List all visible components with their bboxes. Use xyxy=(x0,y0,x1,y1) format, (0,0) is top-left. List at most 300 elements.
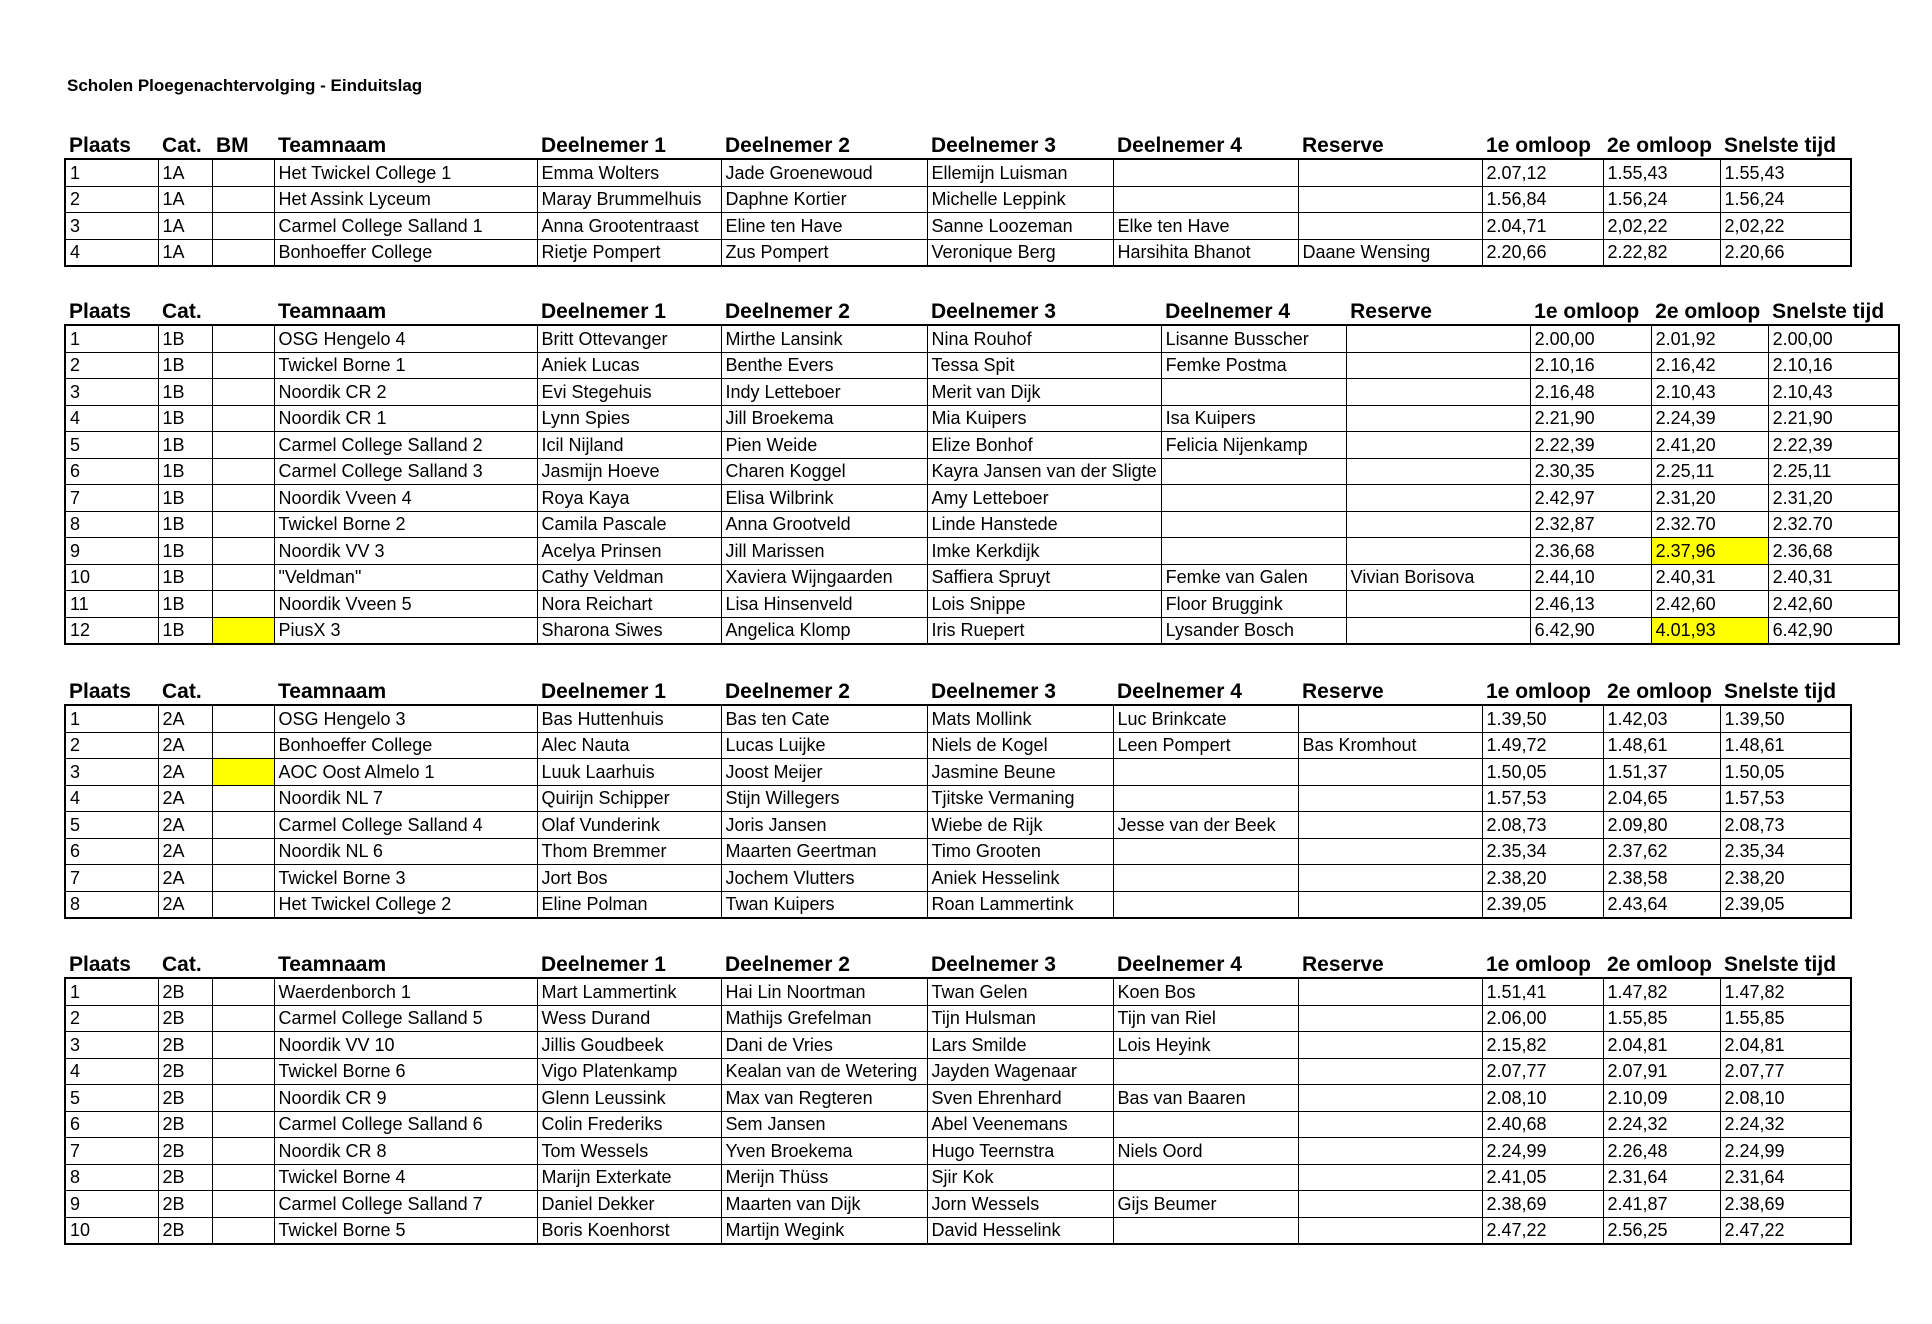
table-row xyxy=(65,1058,1851,1085)
header-deelnemer-3: Deelnemer 3 xyxy=(931,680,1056,703)
cell-deelnemer-1: Wess Durand xyxy=(537,1005,721,1032)
cell-omloop-1: 2.22,39 xyxy=(1530,432,1651,459)
cell-omloop-1: 1.49,72 xyxy=(1482,732,1603,759)
header-reserve: Reserve xyxy=(1350,300,1432,323)
cell-snelste-tijd: 2.38,69 xyxy=(1720,1191,1851,1218)
cell-deelnemer-3: Hugo Teernstra xyxy=(927,1138,1113,1165)
header-teamnaam: Teamnaam xyxy=(278,953,387,976)
cell-deelnemer-3: Tessa Spit xyxy=(927,352,1161,379)
cell-snelste-tijd: 1.48,61 xyxy=(1720,732,1851,759)
cell-bm xyxy=(212,239,274,266)
header-teamnaam: Teamnaam xyxy=(278,300,387,323)
cell-reserve xyxy=(1298,1138,1482,1165)
table-row xyxy=(65,617,1899,644)
header-plaats: Plaats xyxy=(69,680,131,703)
cell-deelnemer-3: Lois Snippe xyxy=(927,591,1161,618)
cell-cat: 2B xyxy=(158,978,212,1005)
cell-deelnemer-3: Wiebe de Rijk xyxy=(927,812,1113,839)
cell-snelste-tijd: 2.42,60 xyxy=(1768,591,1899,618)
cell-omloop-2: 2.07,91 xyxy=(1603,1058,1720,1085)
cell-teamnaam: Carmel College Salland 7 xyxy=(274,1191,537,1218)
cell-omloop-2: 2.22,82 xyxy=(1603,239,1720,266)
cell-cat: 1B xyxy=(158,458,212,485)
cell-deelnemer-3: Linde Hanstede xyxy=(927,511,1161,538)
cell-teamnaam: Noordik VV 3 xyxy=(274,538,537,565)
table-row xyxy=(65,1032,1851,1059)
cell-plaats: 7 xyxy=(65,1138,158,1165)
header-row xyxy=(65,292,1899,325)
cell-omloop-2: 1.55,43 xyxy=(1603,159,1720,186)
header-omloop-1: 1e omloop xyxy=(1534,300,1640,323)
cell-deelnemer-4: Niels Oord xyxy=(1113,1138,1298,1165)
cell-deelnemer-4: Isa Kuipers xyxy=(1161,405,1346,432)
cell-bm xyxy=(212,759,274,786)
cell-deelnemer-4 xyxy=(1113,159,1298,186)
table-row xyxy=(65,1085,1851,1112)
cell-cat: 1B xyxy=(158,325,212,352)
header-omloop-1: 1e omloop xyxy=(1486,680,1592,703)
cell-deelnemer-1: Tom Wessels xyxy=(537,1138,721,1165)
cell-deelnemer-3: Mia Kuipers xyxy=(927,405,1161,432)
cell-omloop-2: 2.24,32 xyxy=(1603,1111,1720,1138)
cell-snelste-tijd: 2.20,66 xyxy=(1720,239,1851,266)
cell-reserve xyxy=(1298,1111,1482,1138)
cell-deelnemer-4 xyxy=(1161,538,1346,565)
header-deelnemer-1: Deelnemer 1 xyxy=(541,300,666,323)
cell-deelnemer-2: Lisa Hinsenveld xyxy=(721,591,927,618)
table-row xyxy=(65,511,1899,538)
cell-cat: 2A xyxy=(158,705,212,732)
cell-teamnaam: Carmel College Salland 3 xyxy=(274,458,537,485)
cell-deelnemer-1: Acelya Prinsen xyxy=(537,538,721,565)
cell-teamnaam: Carmel College Salland 5 xyxy=(274,1005,537,1032)
cell-omloop-2: 1.48,61 xyxy=(1603,732,1720,759)
cell-reserve xyxy=(1298,1032,1482,1059)
table-row xyxy=(65,1138,1851,1165)
cell-omloop-2: 1.51,37 xyxy=(1603,759,1720,786)
cell-plaats: 8 xyxy=(65,511,158,538)
table-row xyxy=(65,379,1899,406)
cell-deelnemer-1: Bas Huttenhuis xyxy=(537,705,721,732)
cell-deelnemer-3: Jasmine Beune xyxy=(927,759,1113,786)
cell-deelnemer-2: Bas ten Cate xyxy=(721,705,927,732)
cell-omloop-2: 2.37,96 xyxy=(1651,538,1768,565)
cell-plaats: 4 xyxy=(65,239,158,266)
cell-reserve xyxy=(1298,1005,1482,1032)
header-omloop-2: 2e omloop xyxy=(1607,680,1713,703)
cell-plaats: 6 xyxy=(65,838,158,865)
table-row xyxy=(65,732,1851,759)
cell-deelnemer-2: Yven Broekema xyxy=(721,1138,927,1165)
cell-bm xyxy=(212,432,274,459)
cell-deelnemer-2: Daphne Kortier xyxy=(721,186,927,213)
cell-teamnaam: Twickel Borne 6 xyxy=(274,1058,537,1085)
header-reserve: Reserve xyxy=(1302,953,1384,976)
table-row xyxy=(65,812,1851,839)
header-row xyxy=(65,126,1851,159)
cell-plaats: 3 xyxy=(65,759,158,786)
header-teamnaam: Teamnaam xyxy=(278,680,387,703)
cell-cat: 2B xyxy=(158,1111,212,1138)
header-deelnemer-2: Deelnemer 2 xyxy=(725,953,850,976)
cell-omloop-2: 2.41,20 xyxy=(1651,432,1768,459)
cell-cat: 1A xyxy=(158,239,212,266)
cell-teamnaam: Carmel College Salland 4 xyxy=(274,812,537,839)
cell-teamnaam: PiusX 3 xyxy=(274,617,537,644)
cell-bm xyxy=(212,838,274,865)
cell-snelste-tijd: 2.25,11 xyxy=(1768,458,1899,485)
cell-reserve xyxy=(1298,812,1482,839)
cell-deelnemer-1: Quirijn Schipper xyxy=(537,785,721,812)
cell-reserve xyxy=(1346,325,1530,352)
cell-cat: 1A xyxy=(158,159,212,186)
cell-plaats: 4 xyxy=(65,405,158,432)
cell-deelnemer-3: Sanne Loozeman xyxy=(927,213,1113,240)
cell-deelnemer-2: Kealan van de Wetering xyxy=(721,1058,927,1085)
cell-teamnaam: Twickel Borne 5 xyxy=(274,1217,537,1244)
cell-deelnemer-2: Maarten Geertman xyxy=(721,838,927,865)
cell-omloop-2: 2.42,60 xyxy=(1651,591,1768,618)
cell-cat: 1A xyxy=(158,213,212,240)
cell-snelste-tijd: 2.08,10 xyxy=(1720,1085,1851,1112)
table-row xyxy=(65,458,1899,485)
cell-omloop-2: 2.31,20 xyxy=(1651,485,1768,512)
cell-plaats: 10 xyxy=(65,1217,158,1244)
cell-teamnaam: Noordik CR 9 xyxy=(274,1085,537,1112)
cell-bm xyxy=(212,564,274,591)
header-reserve: Reserve xyxy=(1302,680,1384,703)
table-row xyxy=(65,1111,1851,1138)
cell-deelnemer-4 xyxy=(1113,865,1298,892)
cell-omloop-1: 2.44,10 xyxy=(1530,564,1651,591)
cell-plaats: 7 xyxy=(65,485,158,512)
cell-reserve xyxy=(1346,538,1530,565)
cell-reserve: Bas Kromhout xyxy=(1298,732,1482,759)
cell-plaats: 1 xyxy=(65,705,158,732)
cell-plaats: 12 xyxy=(65,617,158,644)
cell-snelste-tijd: 1.55,43 xyxy=(1720,159,1851,186)
cell-reserve xyxy=(1298,785,1482,812)
header-reserve: Reserve xyxy=(1302,134,1384,157)
cell-cat: 1B xyxy=(158,485,212,512)
cell-snelste-tijd: 2,02,22 xyxy=(1720,213,1851,240)
table-row xyxy=(65,213,1851,240)
table-row xyxy=(65,186,1851,213)
cell-deelnemer-1: Colin Frederiks xyxy=(537,1111,721,1138)
cell-omloop-1: 2.21,90 xyxy=(1530,405,1651,432)
cell-cat: 2A xyxy=(158,838,212,865)
cell-teamnaam: OSG Hengelo 3 xyxy=(274,705,537,732)
cell-omloop-1: 2.15,82 xyxy=(1482,1032,1603,1059)
cell-deelnemer-3: Merit van Dijk xyxy=(927,379,1161,406)
cell-deelnemer-2: Pien Weide xyxy=(721,432,927,459)
cell-omloop-1: 2.38,69 xyxy=(1482,1191,1603,1218)
header-deelnemer-3: Deelnemer 3 xyxy=(931,953,1056,976)
cell-deelnemer-4 xyxy=(1113,785,1298,812)
cell-teamnaam: Het Twickel College 2 xyxy=(274,891,537,918)
cell-snelste-tijd: 2.40,31 xyxy=(1768,564,1899,591)
cell-deelnemer-1: Jort Bos xyxy=(537,865,721,892)
cell-deelnemer-4 xyxy=(1113,1058,1298,1085)
cell-deelnemer-3: Amy Letteboer xyxy=(927,485,1161,512)
cell-deelnemer-2: Stijn Willegers xyxy=(721,785,927,812)
cell-snelste-tijd: 2.47,22 xyxy=(1720,1217,1851,1244)
cell-plaats: 8 xyxy=(65,1164,158,1191)
cell-teamnaam: Noordik CR 1 xyxy=(274,405,537,432)
cell-deelnemer-1: Olaf Vunderink xyxy=(537,812,721,839)
header-deelnemer-4: Deelnemer 4 xyxy=(1117,134,1242,157)
cell-reserve xyxy=(1298,838,1482,865)
cell-reserve: Daane Wensing xyxy=(1298,239,1482,266)
cell-bm xyxy=(212,1032,274,1059)
cell-bm xyxy=(212,1005,274,1032)
cell-omloop-1: 2.39,05 xyxy=(1482,891,1603,918)
header-bm xyxy=(212,945,274,978)
table-row xyxy=(65,405,1899,432)
table-row xyxy=(65,705,1851,732)
cell-deelnemer-4 xyxy=(1161,379,1346,406)
cell-bm xyxy=(212,978,274,1005)
cell-plaats: 5 xyxy=(65,1085,158,1112)
cell-teamnaam: Carmel College Salland 2 xyxy=(274,432,537,459)
cell-deelnemer-2: Charen Koggel xyxy=(721,458,927,485)
header-snelste-tijd: Snelste tijd xyxy=(1772,300,1885,323)
cell-deelnemer-4 xyxy=(1113,1111,1298,1138)
cell-deelnemer-1: Sharona Siwes xyxy=(537,617,721,644)
cell-plaats: 2 xyxy=(65,732,158,759)
cell-bm xyxy=(212,485,274,512)
page-title: Scholen Ploegenachtervolging - Einduitslag xyxy=(67,76,423,95)
cell-deelnemer-3: Saffiera Spruyt xyxy=(927,564,1161,591)
cell-deelnemer-4: Lois Heyink xyxy=(1113,1032,1298,1059)
cell-omloop-1: 1.39,50 xyxy=(1482,705,1603,732)
cell-teamnaam: AOC Oost Almelo 1 xyxy=(274,759,537,786)
cell-deelnemer-1: Mart Lammertink xyxy=(537,978,721,1005)
cell-snelste-tijd: 2.00,00 xyxy=(1768,325,1899,352)
cell-bm xyxy=(212,1164,274,1191)
cell-snelste-tijd: 2.24,99 xyxy=(1720,1138,1851,1165)
cell-plaats: 2 xyxy=(65,186,158,213)
cell-deelnemer-2: Anna Grootveld xyxy=(721,511,927,538)
cell-cat: 1B xyxy=(158,591,212,618)
cell-deelnemer-2: Jade Groenewoud xyxy=(721,159,927,186)
cell-deelnemer-4: Femke van Galen xyxy=(1161,564,1346,591)
cell-omloop-2: 2.40,31 xyxy=(1651,564,1768,591)
cell-deelnemer-1: Camila Pascale xyxy=(537,511,721,538)
cell-deelnemer-4: Leen Pompert xyxy=(1113,732,1298,759)
cell-omloop-1: 1.57,53 xyxy=(1482,785,1603,812)
cell-deelnemer-4 xyxy=(1113,1217,1298,1244)
cell-plaats: 4 xyxy=(65,785,158,812)
cell-omloop-2: 1.56,24 xyxy=(1603,186,1720,213)
cell-omloop-1: 2.30,35 xyxy=(1530,458,1651,485)
table-row xyxy=(65,759,1851,786)
cell-omloop-1: 2.42,97 xyxy=(1530,485,1651,512)
cell-omloop-2: 2.32.70 xyxy=(1651,511,1768,538)
cell-omloop-2: 2.01,92 xyxy=(1651,325,1768,352)
cell-cat: 2B xyxy=(158,1085,212,1112)
cell-deelnemer-3: Tijn Hulsman xyxy=(927,1005,1113,1032)
cell-reserve xyxy=(1346,405,1530,432)
cell-omloop-2: 2,02,22 xyxy=(1603,213,1720,240)
table-row xyxy=(65,159,1851,186)
cell-snelste-tijd: 2.36,68 xyxy=(1768,538,1899,565)
cell-snelste-tijd: 2.38,20 xyxy=(1720,865,1851,892)
cell-bm xyxy=(212,511,274,538)
header-row xyxy=(65,945,1851,978)
cell-cat: 1A xyxy=(158,186,212,213)
cell-teamnaam: Carmel College Salland 1 xyxy=(274,213,537,240)
cell-omloop-2: 1.42,03 xyxy=(1603,705,1720,732)
cell-deelnemer-1: Cathy Veldman xyxy=(537,564,721,591)
cell-plaats: 8 xyxy=(65,891,158,918)
cell-deelnemer-2: Twan Kuipers xyxy=(721,891,927,918)
cell-omloop-1: 2.10,16 xyxy=(1530,352,1651,379)
table-row xyxy=(65,838,1851,865)
cell-plaats: 2 xyxy=(65,1005,158,1032)
cell-teamnaam: Noordik VV 10 xyxy=(274,1032,537,1059)
cell-deelnemer-4: Femke Postma xyxy=(1161,352,1346,379)
cell-deelnemer-4: Elke ten Have xyxy=(1113,213,1298,240)
header-plaats: Plaats xyxy=(69,300,131,323)
cell-snelste-tijd: 1.50,05 xyxy=(1720,759,1851,786)
cell-omloop-1: 2.41,05 xyxy=(1482,1164,1603,1191)
cell-deelnemer-3: Twan Gelen xyxy=(927,978,1113,1005)
cell-bm xyxy=(212,1111,274,1138)
cell-deelnemer-3: Veronique Berg xyxy=(927,239,1113,266)
header-plaats: Plaats xyxy=(69,134,131,157)
cell-omloop-2: 2.25,11 xyxy=(1651,458,1768,485)
cell-deelnemer-1: Evi Stegehuis xyxy=(537,379,721,406)
cell-omloop-1: 2.16,48 xyxy=(1530,379,1651,406)
table-row xyxy=(65,432,1899,459)
results-table-3 xyxy=(64,672,1852,919)
header-cat: Cat. xyxy=(162,134,202,157)
table-row xyxy=(65,1164,1851,1191)
cell-reserve xyxy=(1298,865,1482,892)
header-bm xyxy=(212,672,274,705)
results-table-1 xyxy=(64,126,1852,267)
cell-snelste-tijd: 6.42,90 xyxy=(1768,617,1899,644)
table-row xyxy=(65,485,1899,512)
cell-bm xyxy=(212,458,274,485)
cell-plaats: 6 xyxy=(65,1111,158,1138)
cell-plaats: 9 xyxy=(65,538,158,565)
cell-bm xyxy=(212,865,274,892)
cell-deelnemer-2: Lucas Luijke xyxy=(721,732,927,759)
cell-omloop-2: 2.04,81 xyxy=(1603,1032,1720,1059)
cell-omloop-1: 6.42,90 xyxy=(1530,617,1651,644)
cell-deelnemer-1: Emma Wolters xyxy=(537,159,721,186)
cell-omloop-2: 2.10,43 xyxy=(1651,379,1768,406)
cell-deelnemer-3: Timo Grooten xyxy=(927,838,1113,865)
cell-deelnemer-1: Thom Bremmer xyxy=(537,838,721,865)
cell-omloop-1: 2.08,73 xyxy=(1482,812,1603,839)
cell-cat: 1B xyxy=(158,379,212,406)
cell-deelnemer-4: Luc Brinkcate xyxy=(1113,705,1298,732)
cell-bm xyxy=(212,325,274,352)
cell-bm xyxy=(212,591,274,618)
cell-cat: 2B xyxy=(158,1191,212,1218)
cell-deelnemer-1: Alec Nauta xyxy=(537,732,721,759)
cell-cat: 1B xyxy=(158,617,212,644)
cell-omloop-1: 2.07,77 xyxy=(1482,1058,1603,1085)
cell-bm xyxy=(212,1085,274,1112)
cell-bm xyxy=(212,732,274,759)
cell-plaats: 4 xyxy=(65,1058,158,1085)
cell-cat: 1B xyxy=(158,538,212,565)
cell-cat: 1B xyxy=(158,352,212,379)
cell-bm xyxy=(212,705,274,732)
cell-bm xyxy=(212,379,274,406)
cell-deelnemer-1: Glenn Leussink xyxy=(537,1085,721,1112)
cell-cat: 2B xyxy=(158,1164,212,1191)
cell-deelnemer-3: Kayra Jansen van der Sligte xyxy=(927,458,1161,485)
cell-deelnemer-4 xyxy=(1161,511,1346,538)
cell-deelnemer-3: Iris Ruepert xyxy=(927,617,1161,644)
cell-reserve xyxy=(1298,1058,1482,1085)
cell-omloop-1: 2.32,87 xyxy=(1530,511,1651,538)
header-omloop-2: 2e omloop xyxy=(1607,953,1713,976)
cell-bm xyxy=(212,159,274,186)
cell-omloop-1: 2.47,22 xyxy=(1482,1217,1603,1244)
cell-deelnemer-1: Aniek Lucas xyxy=(537,352,721,379)
cell-deelnemer-1: Jillis Goudbeek xyxy=(537,1032,721,1059)
cell-teamnaam: Twickel Borne 3 xyxy=(274,865,537,892)
cell-deelnemer-4: Harsihita Bhanot xyxy=(1113,239,1298,266)
table-row xyxy=(65,564,1899,591)
cell-reserve xyxy=(1298,159,1482,186)
cell-omloop-2: 1.55,85 xyxy=(1603,1005,1720,1032)
cell-bm xyxy=(212,1138,274,1165)
cell-deelnemer-1: Marijn Exterkate xyxy=(537,1164,721,1191)
cell-deelnemer-2: Mirthe Lansink xyxy=(721,325,927,352)
table-row xyxy=(65,865,1851,892)
cell-deelnemer-1: Maray Brummelhuis xyxy=(537,186,721,213)
header-cat: Cat. xyxy=(162,680,202,703)
table-row xyxy=(65,538,1899,565)
cell-teamnaam: Noordik NL 7 xyxy=(274,785,537,812)
cell-teamnaam: OSG Hengelo 4 xyxy=(274,325,537,352)
cell-deelnemer-3: Jayden Wagenaar xyxy=(927,1058,1113,1085)
cell-teamnaam: Het Twickel College 1 xyxy=(274,159,537,186)
cell-plaats: 5 xyxy=(65,432,158,459)
cell-deelnemer-2: Benthe Evers xyxy=(721,352,927,379)
cell-teamnaam: Bonhoeffer College xyxy=(274,239,537,266)
cell-deelnemer-4 xyxy=(1113,891,1298,918)
cell-plaats: 2 xyxy=(65,352,158,379)
cell-snelste-tijd: 2.22,39 xyxy=(1768,432,1899,459)
cell-deelnemer-1: Roya Kaya xyxy=(537,485,721,512)
cell-snelste-tijd: 2.04,81 xyxy=(1720,1032,1851,1059)
table-row xyxy=(65,591,1899,618)
cell-omloop-2: 2.10,09 xyxy=(1603,1085,1720,1112)
cell-reserve xyxy=(1346,379,1530,406)
cell-teamnaam: Noordik CR 2 xyxy=(274,379,537,406)
cell-deelnemer-3: Imke Kerkdijk xyxy=(927,538,1161,565)
header-deelnemer-4: Deelnemer 4 xyxy=(1117,680,1242,703)
cell-bm xyxy=(212,1217,274,1244)
cell-deelnemer-1: Luuk Laarhuis xyxy=(537,759,721,786)
cell-omloop-1: 2.07,12 xyxy=(1482,159,1603,186)
cell-plaats: 1 xyxy=(65,159,158,186)
cell-cat: 2A xyxy=(158,812,212,839)
cell-deelnemer-4: Lisanne Busscher xyxy=(1161,325,1346,352)
results-table-4 xyxy=(64,945,1852,1245)
header-deelnemer-2: Deelnemer 2 xyxy=(725,300,850,323)
cell-bm xyxy=(212,352,274,379)
table-row xyxy=(65,785,1851,812)
